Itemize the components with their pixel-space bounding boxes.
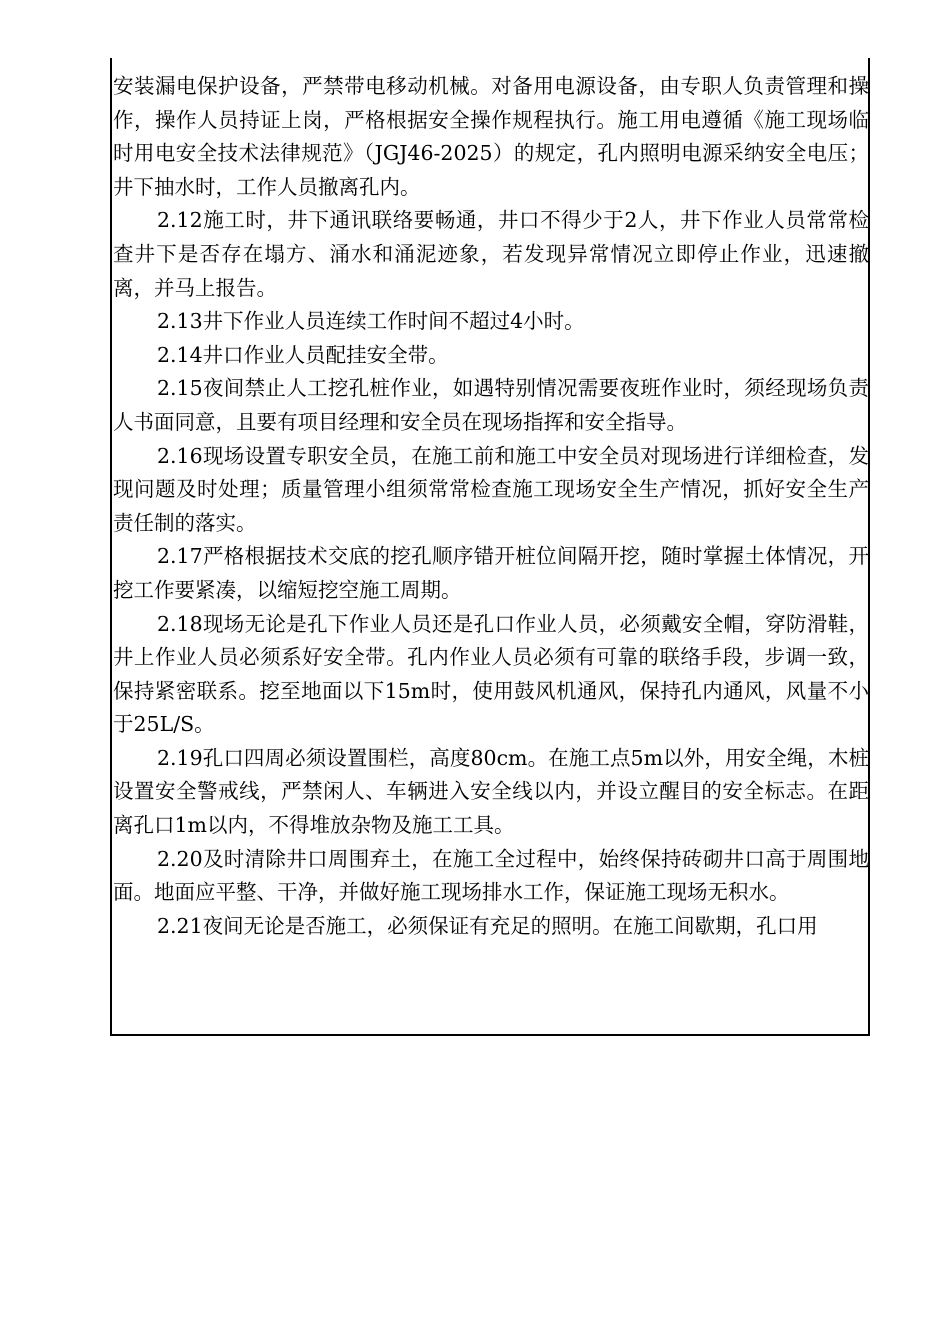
paragraph-2-20: 2.20及时清除井口周围弃土，在施工全过程中，始终保持砖砌井口高于周围地面。地面应平整、干净，并做好施工现场排水工作，保证施工现场无积水。 [113,846,869,905]
paragraph-2-19: 2.19孔口四周必须设置围栏，高度80cm。在施工点5m以外，用安全绳，木桩设置安全警戒线，严禁闲人、车辆进入安全线以内，并设立醒目的安全标志。在距离孔口1m以内，不得堆放杂物及施工工具。 [113,745,869,838]
paragraph-2-16: 2.16现场设置专职安全员，在施工前和施工中安全员对现场进行详细检查，发现问题及时处理；质量管理小组须常常检查施工现场安全生产情况，抓好安全生产责任制的落实。 [113,443,869,535]
paragraph-2-14: 2.14井口作业人员配挂安全带。 [157,342,449,367]
paragraph-2-15: 2.15夜间禁止人工挖孔桩作业，如遇特别情况需要夜班作业时，须经现场负责人书面同意，且要有项目经理和安全员在现场指挥和安全指导。 [113,376,869,434]
paragraph-2-21: 2.21夜间无论是否施工，必须保证有充足的照明。在施工间歇期，孔口用 [157,913,818,938]
paragraph-2-12: 2.12施工时，井下通讯联络要畅通，井口不得少于2人，井下作业人员常常检查井下是否存在塌方、涌水和涌泥迹象，若发现异常情况立即停止作业，迅速撤离，并马上报告。 [113,208,869,300]
paragraph-2-13: 2.13井下作业人员连续工作时间不超过4小时。 [157,309,585,334]
paragraph-2-17: 2.17严格根据技术交底的挖孔顺序错开桩位间隔开挖，随时掌握土体情况，开挖工作要紧凑，以缩短挖空施工周期。 [113,544,869,602]
paragraph-2-18: 2.18现场无论是孔下作业人员还是孔口作业人员，必须戴安全帽，穿防滑鞋，井上作业人员必须系好安全带。孔内作业人员必须有可靠的联络手段，步调一致，保持紧密联系。挖至地面以下15m时，使用鼓风机通风，保持孔内通风，风量不小于25L/S。 [113,611,869,737]
document-body [113,70,869,943]
paragraph-continued: 安装漏电保护设备，严禁带电移动机械。对备用电源设备，由专职人负责管理和操作，操作人员持证上岗，严格根据安全操作规程执行。施工用电遵循《施工现场临时用电安全技术法律规范》（JGJ46-2025）的规定，孔内照明电源采纳安全电压；井下抽水时，工作人员撤离孔内。 [113,74,869,199]
